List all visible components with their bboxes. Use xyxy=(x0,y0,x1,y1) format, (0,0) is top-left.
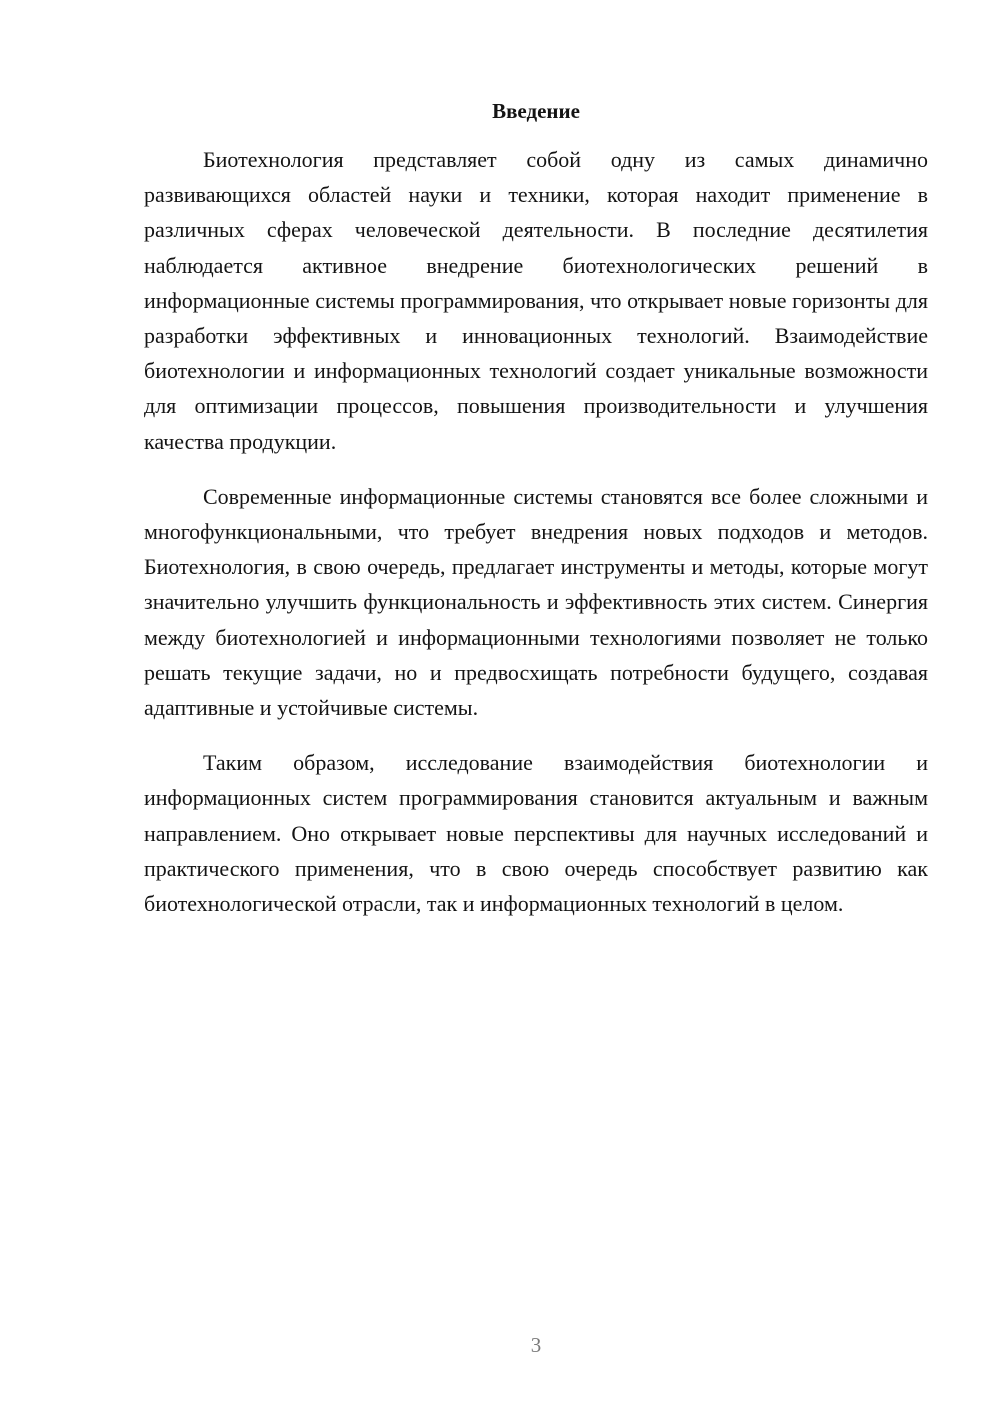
paragraph-2: Современные информационные системы становятся все более сложными и многофункциональными, что требует внедрения новых подходов и методов. Биотехнология, в свою очередь, предлагает инструменты и методы, которые могут значительно улучшить функциональность и эффективность этих систем. Синергия между биотехнологией и информационными технологиями позволяет не только решать текущие задачи, но и предвосхищать потребности будущего, создавая адаптивные и устойчивые системы. xyxy=(144,483,928,721)
page-title: Введение xyxy=(492,99,580,123)
page-number: 3 xyxy=(530,1333,542,1357)
document-body xyxy=(144,142,928,941)
paragraph-1: Биотехнология представляет собой одну из самых динамично развивающихся областей науки и техники, которая находит применение в различных сферах человеческой деятельности. В последние десятилетия наблюдается активное внедрение биотехнологических решений в информационные системы программирования, что открывает новые горизонты для разработки эффективных и инновационных технологий. Взаимодействие биотехнологии и информационных технологий создает уникальные возможности для оптимизации процессов, повышения производительности и улучшения качества продукции. xyxy=(144,147,928,454)
paragraph-3: Таким образом, исследование взаимодействия биотехнологии и информационных систем программирования становится актуальным и важным направлением. Оно открывает новые перспективы для научных исследований и практического применения, что в свою очередь способствует развитию как биотехнологической отрасли, так и информационных технологий в целом. xyxy=(144,750,928,917)
